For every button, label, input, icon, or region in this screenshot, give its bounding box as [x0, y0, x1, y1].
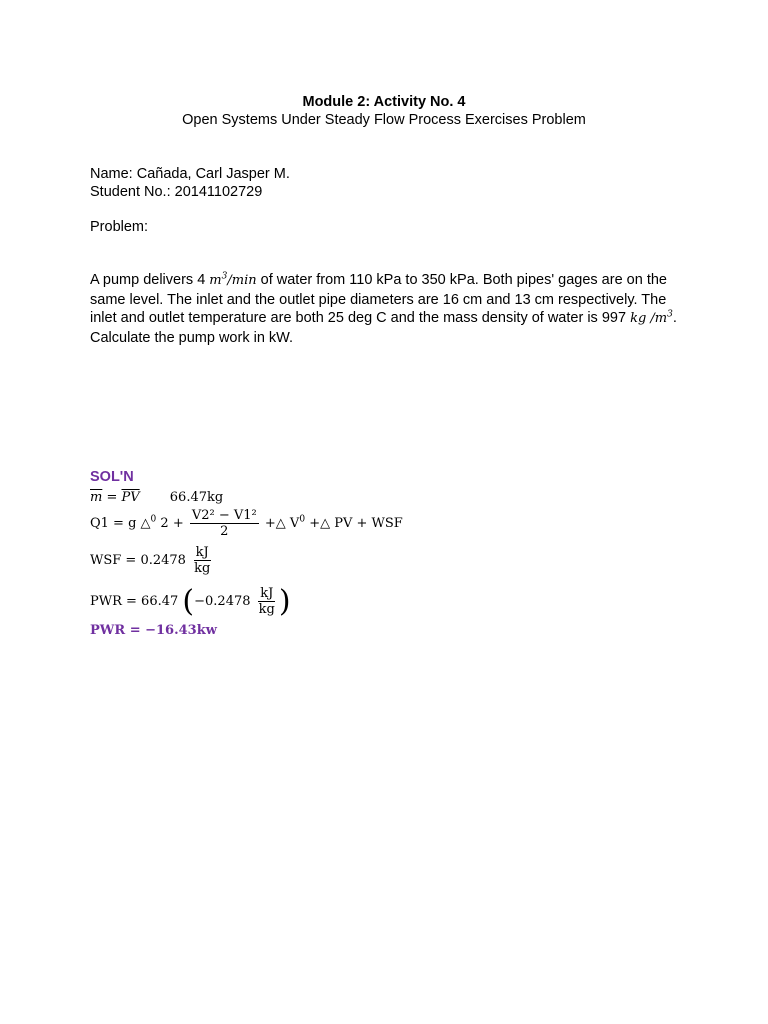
final-answer: PWR = −16.43kw — [90, 623, 217, 638]
page-title: Module 2: Activity No. 4 — [302, 94, 466, 110]
problem-statement: A pump delivers 4 $m^3/\min$ of water from 110 kPa to 350 kPa. Both pipes' gages are on the same level. The inlet and the outlet pipe diameters are 16 cm and 13 cm respectively. The inlet and outlet temperature are both 25 deg C and the mass density of water is 997 kg $/m^3$. Calculate the pump work in kW. — [90, 271, 677, 346]
mass-flow-equation: $\overline{m} = \overline{PV}$ 66.47kg — [90, 490, 224, 505]
wsf-equation: WSF = 0.2478 $\frac{kJ}{kg}$ — [90, 545, 211, 576]
energy-equation: Q1 = g △$^0$ 2 + $\frac{\text{V2² − V1²}}{2}$ +△ $V^0$ +△ PV + WSF — [90, 508, 403, 539]
student-number: Student No.: 20141102729 — [90, 184, 263, 200]
flow-unit: $m^3/\min$ — [209, 271, 257, 288]
page-subtitle: Open Systems Under Steady Flow Process Exercises Problem — [182, 112, 586, 128]
power-equation: PWR = 66.47 (−0.2478 $\frac{kJ}{kg}$ ) — [90, 584, 291, 619]
solution-heading: SOL'N — [90, 469, 134, 485]
problem-label: Problem: — [90, 219, 149, 235]
student-name: Name: Cañada, Carl Jasper M. — [90, 166, 290, 182]
density-unit: kg $/m^3$ — [630, 309, 673, 326]
